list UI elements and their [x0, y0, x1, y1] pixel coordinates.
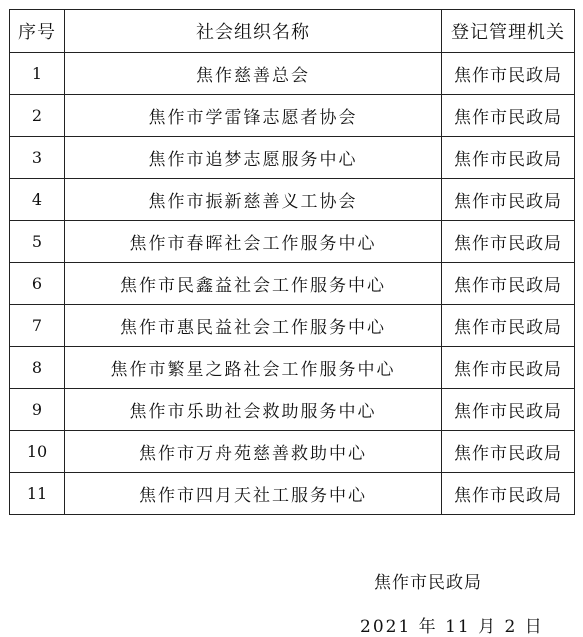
- cell-organization-name: 焦作市乐助社会救助服务中心: [65, 389, 442, 431]
- table-row: [10, 179, 575, 221]
- cell-registration-authority: 焦作市民政局: [442, 137, 575, 179]
- cell-registration-authority: 焦作市民政局: [442, 53, 575, 95]
- cell-registration-authority: 焦作市民政局: [442, 263, 575, 305]
- header-serial-number: 序号: [10, 10, 65, 53]
- cell-organization-name: 焦作慈善总会: [65, 53, 442, 95]
- cell-organization-name: 焦作市春晖社会工作服务中心: [65, 221, 442, 263]
- table-body: [10, 53, 575, 515]
- cell-organization-name: 焦作市惠民益社会工作服务中心: [65, 305, 442, 347]
- cell-organization-name: 焦作市万舟苑慈善救助中心: [65, 431, 442, 473]
- cell-serial-number: 5: [10, 221, 65, 263]
- cell-registration-authority: 焦作市民政局: [442, 473, 575, 515]
- cell-serial-number: 6: [10, 263, 65, 305]
- cell-serial-number: 3: [10, 137, 65, 179]
- signature-organization: 焦作市民政局: [374, 573, 482, 593]
- cell-serial-number: 4: [10, 179, 65, 221]
- signature-date: 2021 年 11 月 2 日: [360, 617, 544, 637]
- table-row: [10, 389, 575, 431]
- cell-registration-authority: 焦作市民政局: [442, 431, 575, 473]
- cell-organization-name: 焦作市民鑫益社会工作服务中心: [65, 263, 442, 305]
- table-row: [10, 95, 575, 137]
- table-row: [10, 473, 575, 515]
- table-row: [10, 305, 575, 347]
- table-row: [10, 431, 575, 473]
- table-row: [10, 137, 575, 179]
- cell-serial-number: 7: [10, 305, 65, 347]
- cell-serial-number: 9: [10, 389, 65, 431]
- cell-serial-number: 10: [10, 431, 65, 473]
- cell-organization-name: 焦作市振新慈善义工协会: [65, 179, 442, 221]
- cell-registration-authority: 焦作市民政局: [442, 305, 575, 347]
- table-row: [10, 347, 575, 389]
- cell-registration-authority: 焦作市民政局: [442, 389, 575, 431]
- cell-organization-name: 焦作市追梦志愿服务中心: [65, 137, 442, 179]
- cell-registration-authority: 焦作市民政局: [442, 95, 575, 137]
- cell-registration-authority: 焦作市民政局: [442, 221, 575, 263]
- organization-table: [9, 9, 575, 515]
- header-organization-name: 社会组织名称: [65, 10, 442, 53]
- cell-serial-number: 1: [10, 53, 65, 95]
- table-row: [10, 221, 575, 263]
- cell-registration-authority: 焦作市民政局: [442, 179, 575, 221]
- table-header-row: [10, 10, 575, 53]
- cell-organization-name: 焦作市学雷锋志愿者协会: [65, 95, 442, 137]
- table-row: [10, 263, 575, 305]
- cell-organization-name: 焦作市繁星之路社会工作服务中心: [65, 347, 442, 389]
- table-row: [10, 53, 575, 95]
- cell-organization-name: 焦作市四月天社工服务中心: [65, 473, 442, 515]
- header-registration-authority: 登记管理机关: [442, 10, 575, 53]
- cell-serial-number: 2: [10, 95, 65, 137]
- cell-registration-authority: 焦作市民政局: [442, 347, 575, 389]
- cell-serial-number: 8: [10, 347, 65, 389]
- cell-serial-number: 11: [10, 473, 65, 515]
